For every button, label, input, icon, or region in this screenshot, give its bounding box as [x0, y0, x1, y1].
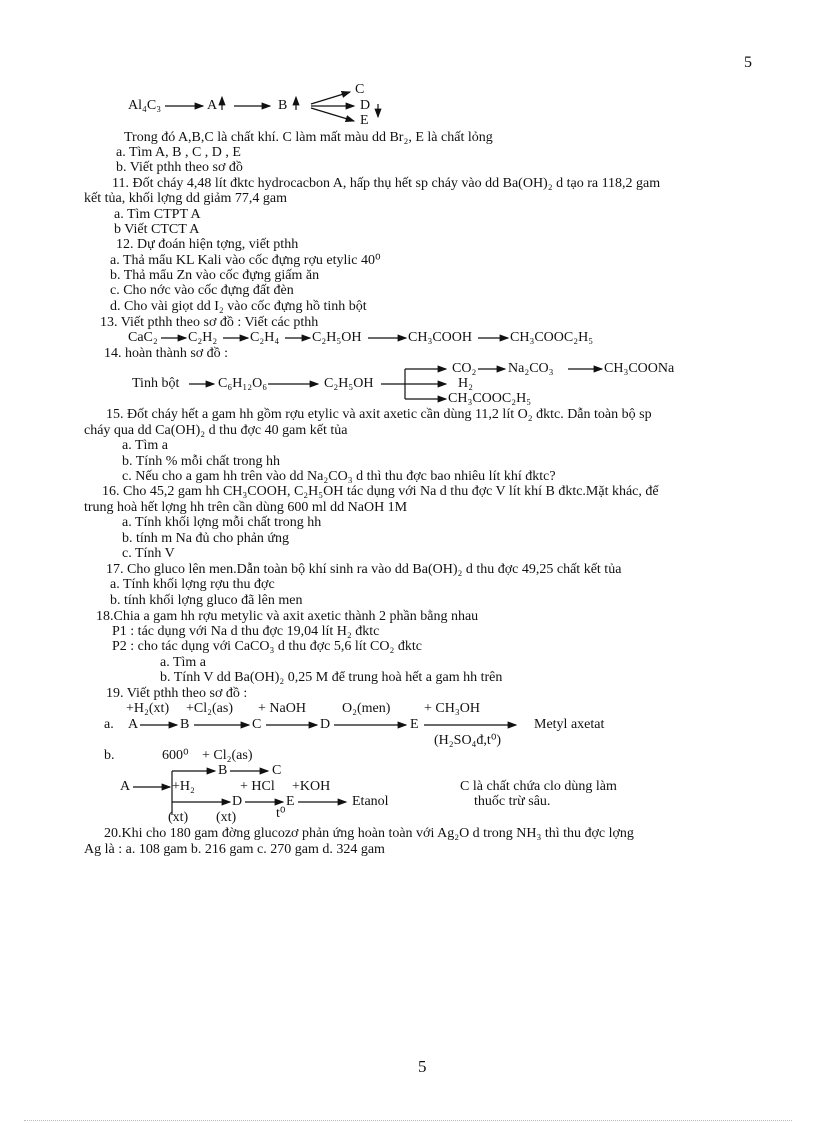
text-line-l35: Ag là : a. 108 gam b. 216 gam c. 270 gam d. 324 gam [84, 842, 385, 857]
text-line-l8: 12. Dự đoán hiện tợng, viết pthh [116, 237, 299, 252]
footer-divider [24, 1120, 792, 1121]
text-line-l10: b. Thả mẩu Zn vào cốc đựng giấm ăn [110, 268, 320, 283]
text-line-s19a-top5: + CH₃OH [424, 701, 480, 716]
text-line-s1-a: A [207, 98, 218, 113]
text-line-s14-c2h5oh: C₂H₅OH [324, 376, 374, 391]
text-line-l25: 17. Cho gluco lên men.Dẫn toàn bộ khí sinh ra vào dd Ba(OH)₂ d thu đợc 49,25 chất kết tủa [106, 562, 622, 577]
text-line-l16: cháy qua dd Ca(OH)₂ d thu đợc 40 gam kết tủa [84, 423, 348, 438]
text-line-s19a-A: A [128, 717, 139, 732]
text-line-s19b-B: B [218, 763, 228, 778]
text-line-l2: a. Tìm A, B , C , D , E [116, 145, 241, 160]
text-line-l31: a. Tìm a [160, 655, 207, 670]
text-line-s19b-note1: C là chất chứa clo dùng làm [460, 779, 617, 794]
text-line-l9: a. Thả mẩu KL Kali vào cốc đựng rợu etylic 40⁰ [110, 253, 381, 268]
text-line-s1-c: C [355, 82, 365, 97]
text-line-s19b-lbl: b. [104, 748, 115, 763]
text-line-s19b-t0: t⁰ [276, 806, 286, 821]
text-line-l23: b. tính m Na đủ cho phản ứng [122, 531, 290, 546]
text-line-s1-al4c3: Al₄C₃ [128, 98, 162, 113]
text-line-s19a-top2: +Cl₂(as) [186, 701, 233, 716]
text-line-s19a-lbl: a. [104, 717, 114, 732]
text-line-s19b-C: C [272, 763, 282, 778]
text-line-s14-co2: CO₂ [452, 361, 477, 376]
text-line-s19b-etanol: Etanol [352, 794, 389, 809]
text-line-s19a-B: B [180, 717, 190, 732]
text-line-s19a-E: E [410, 717, 419, 732]
text-line-l20: 16. Cho 45,2 gam hh CH₃COOH, C₂H₅OH tác dụng với Na d thu đợc V lít khí B đktc.Mặt khác, để [102, 484, 659, 499]
text-line-s13-3: C₂H₄ [250, 330, 280, 345]
text-line-l22: a. Tính khối lợng mỗi chất trong hh [122, 515, 322, 530]
text-line-s14-tinhbot: Tinh bột [132, 376, 180, 391]
page-number-top: 5 [744, 54, 752, 71]
text-line-l5: kết tủa, khối lợng dd giảm 77,4 gam [84, 191, 287, 206]
text-line-l17: a. Tìm a [122, 438, 169, 453]
text-line-s14-ester: CH₃COOC₂H₅ [448, 391, 532, 406]
text-line-l29: P1 : tác dụng với Na d thu đợc 19,04 lít H₂ đktc [112, 624, 380, 639]
text-line-s19a-top4: O₂(men) [342, 701, 391, 716]
text-line-l30: P2 : cho tác dụng với CaCO₃ d thu đợc 5,6 lít CO₂ đktc [112, 639, 422, 654]
text-line-s19b-koh: +KOH [292, 779, 331, 794]
text-line-s13-6: CH₃COOC₂H₅ [510, 330, 594, 345]
text-line-l6: a. Tìm CTPT A [114, 207, 201, 222]
arrow [311, 108, 354, 121]
text-line-s13-1: CaC₂ [128, 330, 158, 345]
text-line-s19a-D: D [320, 717, 331, 732]
text-line-s19b-600: 600⁰ [162, 748, 189, 763]
text-line-l32: b. Tính V dd Ba(OH)₂ 0,25 M để trung hoà hết a gam hh trên [160, 670, 503, 685]
text-line-l26: a. Tính khối lợng rợu thu đợc [110, 577, 275, 592]
text-line-l28: 18.Chia a gam hh rợu metylic và axit axetic thành 2 phần bằng nhau [96, 609, 479, 624]
text-line-s19a-prod: Metyl axetat [534, 717, 605, 732]
text-line-s19b-xt2: (xt) [216, 810, 237, 825]
text-line-l11: c. Cho nớc vào cốc đựng đất đèn [110, 283, 294, 298]
text-line-s13-2: C₂H₂ [188, 330, 218, 345]
text-line-s19b-E: E [286, 794, 295, 809]
text-line-l21: trung hoà hết lợng hh trên cần dùng 600 ml dd NaOH 1M [84, 500, 408, 515]
text-line-s1-d: D [360, 98, 371, 113]
text-line-l18: b. Tính % mỗi chất trong hh [122, 454, 280, 469]
text-line-s19b-hcl: + HCl [240, 779, 275, 794]
text-line-s19a-C: C [252, 717, 262, 732]
text-line-l12: d. Cho vài giọt dd I₂ vào cốc đựng hồ tinh bột [110, 299, 367, 314]
page-number-bottom: 5 [418, 1057, 427, 1076]
text-line-s19b-A: A [120, 779, 131, 794]
text-line-s19a-top3: + NaOH [258, 701, 306, 716]
arrow [311, 92, 350, 104]
text-line-l13: 13. Viết pthh theo sơ đồ : Viết các pthh [100, 315, 319, 330]
text-line-l3: b. Viết pthh theo sơ đồ [116, 160, 243, 175]
text-line-s14-na2co3: Na₂CO₃ [508, 361, 554, 376]
text-line-s19a-top1: +H₂(xt) [126, 701, 170, 716]
text-line-l4: 11. Đốt cháy 4,48 lít đktc hydrocacbon A, hấp thụ hết sp cháy vào dd Ba(OH)₂ d tạo ra 118,2 gam [112, 176, 661, 191]
text-line-l24: c. Tính V [122, 546, 175, 561]
text-line-s19b-h2: +H₂ [172, 779, 195, 794]
text-line-l34: 20.Khi cho 180 gam đờng glucozơ phản ứng hoàn toàn với Ag₂O d trong NH₃ thì thu đợc lợng [104, 826, 634, 841]
text-line-s19b-cl2: + Cl₂(as) [202, 748, 253, 763]
text-line-s14-h2: H₂ [458, 376, 473, 391]
text-line-s19b-D: D [232, 794, 243, 809]
text-line-l33: 19. Viết pthh theo sơ đồ : [106, 686, 248, 701]
text-line-s19a-cond: (H₂SO₄đ,t⁰) [434, 733, 502, 748]
text-line-s1-e: E [360, 113, 369, 128]
text-line-s14-ch3coona: CH₃COONa [604, 361, 675, 376]
text-line-s14-c6h12o6: C₆H₁₂O₆ [218, 376, 268, 391]
text-line-l27: b. tính khối lợng gluco đã lên men [110, 593, 303, 608]
text-line-s19b-note2: thuốc trừ sâu. [474, 794, 551, 809]
text-line-l14: 14. hoàn thành sơ đồ : [104, 346, 229, 361]
text-line-s13-5: CH₃COOH [408, 330, 472, 345]
text-line-l15: 15. Đốt cháy hết a gam hh gồm rợu etylic và axit axetic cần dùng 11,2 lít O₂ đktc. Dẫn toàn bộ sp [106, 407, 652, 422]
text-line-s19b-xt1: (xt) [168, 810, 189, 825]
text-line-l1: Trong đó A,B,C là chất khí. C làm mất màu dd Br₂, E là chất lỏng [124, 130, 493, 145]
text-line-s13-4: C₂H₅OH [312, 330, 362, 345]
text-line-s1-b: B [278, 98, 288, 113]
text-line-l19: c. Nếu cho a gam hh trên vào dd Na₂CO₃ d thì thu đợc bao nhiêu lít khí đktc? [122, 469, 556, 484]
text-line-l7: b Viết CTCT A [114, 222, 200, 237]
